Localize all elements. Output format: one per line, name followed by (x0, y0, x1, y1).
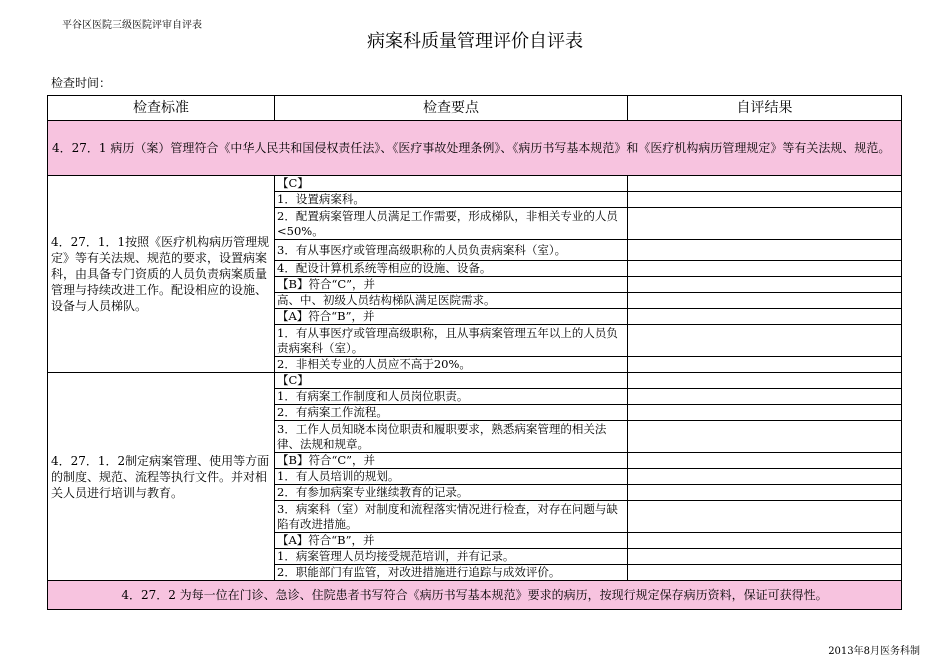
point-cell: 2．配置病案管理人员满足工作需要，形成梯队，非相关专业的人员<50%。 (275, 208, 628, 240)
point-cell: 2．职能部门有监管，对改进措施进行追踪与成效评价。 (275, 565, 628, 581)
clause-bottom-text: 4．27．2 为每一位在门诊、急诊、住院患者书写符合《病历书写基本规范》要求的病历，按现行规定保存病历资料，保证可获得性。 (48, 581, 902, 610)
page-title: 病案科质量管理评价自评表 (367, 31, 583, 52)
result-cell[interactable] (628, 357, 902, 373)
result-cell[interactable] (628, 389, 902, 405)
table-header-row (48, 96, 902, 121)
clause-row-top (48, 121, 902, 176)
clause-top-text: 4．27．1 病历（案）管理符合《中华人民共和国侵权责任法》、《医疗事故处理条例》、《病历书写基本规范》和《医疗机构病历管理规定》等有关法规、规范。 (48, 121, 902, 176)
point-cell: 3．工作人员知晓本岗位职责和履职要求，熟悉病案管理的相关法律、法规和规章。 (275, 421, 628, 453)
footer-note: 2013年8月医务科制 (828, 646, 920, 657)
point-cell: 1．病案管理人员均接受规范培训，并有记录。 (275, 549, 628, 565)
result-cell[interactable] (628, 501, 902, 533)
point-cell: 1．有人员培训的规划。 (275, 469, 628, 485)
result-cell[interactable] (628, 469, 902, 485)
point-cell: 【A】符合“B”，并 (275, 309, 628, 325)
point-cell: 1．有从事医疗或管理高级职称，且从事病案管理五年以上的人员负责病案科（室）。 (275, 325, 628, 357)
point-cell: 【C】 (275, 176, 628, 192)
evaluation-table (47, 95, 902, 610)
point-cell: 【B】符合“C”，并 (275, 453, 628, 469)
point-cell: 3．病案科（室）对制度和流程落实情况进行检查，对存在问题与缺陷有改进措施。 (275, 501, 628, 533)
point-cell: 【C】 (275, 373, 628, 389)
column-header-standard: 检查标准 (48, 96, 275, 121)
point-cell: 高、中、初级人员结构梯队满足医院需求。 (275, 293, 628, 309)
result-cell[interactable] (628, 192, 902, 208)
result-cell[interactable] (628, 565, 902, 581)
hospital-note: 平谷区医院三级医院评审自评表 (62, 20, 202, 31)
result-cell[interactable] (628, 405, 902, 421)
result-cell[interactable] (628, 421, 902, 453)
point-cell: 2．有参加病案专业继续教育的记录。 (275, 485, 628, 501)
clause-row-bottom (48, 581, 902, 610)
point-cell: 2．有病案工作流程。 (275, 405, 628, 421)
point-cell: 4．配设计算机系统等相应的设施、设备。 (275, 261, 628, 277)
result-cell[interactable] (628, 373, 902, 389)
result-cell[interactable] (628, 176, 902, 192)
result-cell[interactable] (628, 533, 902, 549)
point-cell: 【A】符合“B”，并 (275, 533, 628, 549)
section2-standard: 4．27．1．2制定病案管理、使用等方面的制度、规范、流程等执行文件。并对相关人员进行培训与教育。 (48, 373, 275, 581)
column-header-result: 自评结果 (628, 96, 902, 121)
point-cell: 1．有病案工作制度和人员岗位职责。 (275, 389, 628, 405)
section1-standard: 4．27．1．1按照《医疗机构病历管理规定》等有关法规、规范的要求，设置病案科，由具备专门资质的人员负责病案质量管理与持续改进工作。配设相应的设施、设备与人员梯队。 (48, 176, 275, 373)
point-cell: 1．设置病案科。 (275, 192, 628, 208)
table-row (48, 176, 902, 192)
result-cell[interactable] (628, 453, 902, 469)
result-cell[interactable] (628, 549, 902, 565)
result-cell[interactable] (628, 325, 902, 357)
point-cell: 3．有从事医疗或管理高级职称的人员负责病案科（室）。 (275, 240, 628, 261)
result-cell[interactable] (628, 293, 902, 309)
table-row (48, 373, 902, 389)
point-cell: 2．非相关专业的人员应不高于20%。 (275, 357, 628, 373)
result-cell[interactable] (628, 277, 902, 293)
result-cell[interactable] (628, 240, 902, 261)
point-cell: 【B】符合“C”，并 (275, 277, 628, 293)
result-cell[interactable] (628, 261, 902, 277)
result-cell[interactable] (628, 485, 902, 501)
result-cell[interactable] (628, 208, 902, 240)
result-cell[interactable] (628, 309, 902, 325)
column-header-points: 检查要点 (275, 96, 628, 121)
check-time-label: 检查时间： (51, 76, 112, 90)
